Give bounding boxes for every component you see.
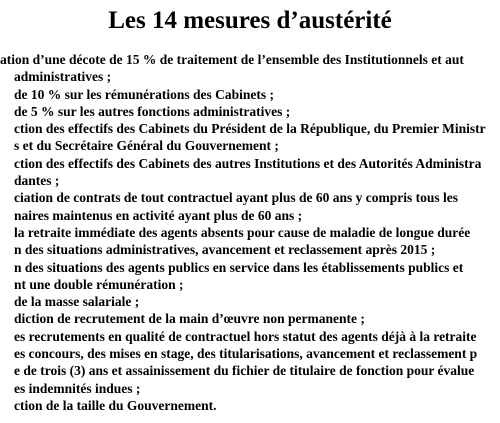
measure-line: n des situations administratives, avancement et reclassement après 2015 ; (14, 242, 436, 258)
measure-line: administratives ; (14, 69, 112, 85)
measure-line: de 5 % sur les autres fonctions administratives ; (14, 103, 291, 119)
measure-line: s et du Secrétaire Général du Gouvernement ; (14, 138, 279, 154)
measure-line: diction de recrutement de la main d’œuvre non permanente ; (14, 311, 365, 327)
measure-line: ciation de contrats de tout contractuel ayant plus de 60 ans y compris tous les (14, 190, 458, 206)
measure-line: n des situations des agents publics en service dans les établissements publics et (14, 259, 464, 275)
measure-line: es indemnités indues ; (14, 380, 141, 396)
measure-line: la retraite immédiate des agents absents pour cause de maladie de longue durée (14, 224, 471, 240)
measures-list (0, 51, 500, 414)
measure-line: naires maintenus en activité ayant plus de 60 ans ; (14, 207, 303, 223)
measure-line: ation d’une décote de 15 % de traitement de l’ensemble des Institutionnels et aut (0, 52, 464, 67)
measure-line: es recrutements en qualité de contractuel hors statut des agents déjà à la retraite (14, 328, 477, 344)
measure-line: es concours, des mises en stage, des titularisations, avancement et reclassement p (14, 346, 478, 362)
measure-line: nt une double rémunération ; (14, 276, 184, 292)
measure-line: de la masse salariale ; (14, 294, 140, 310)
measure-line: e de trois (3) ans et assainissement du fichier de titulaire de fonction pour évalue (14, 363, 475, 379)
measure-line: dantes ; (14, 173, 60, 189)
measure-line: ction des effectifs des Cabinets du Président de la République, du Premier Ministr (14, 121, 486, 137)
measure-line: ction de la taille du Gouvernement. (14, 397, 217, 413)
measure-line: ction des effectifs des Cabinets des autres Institutions et des Autorités Administra (14, 155, 482, 171)
measure-line: de 10 % sur les rémunérations des Cabinets ; (14, 86, 275, 102)
document-title: Les 14 mesures d’austérité (108, 7, 392, 34)
